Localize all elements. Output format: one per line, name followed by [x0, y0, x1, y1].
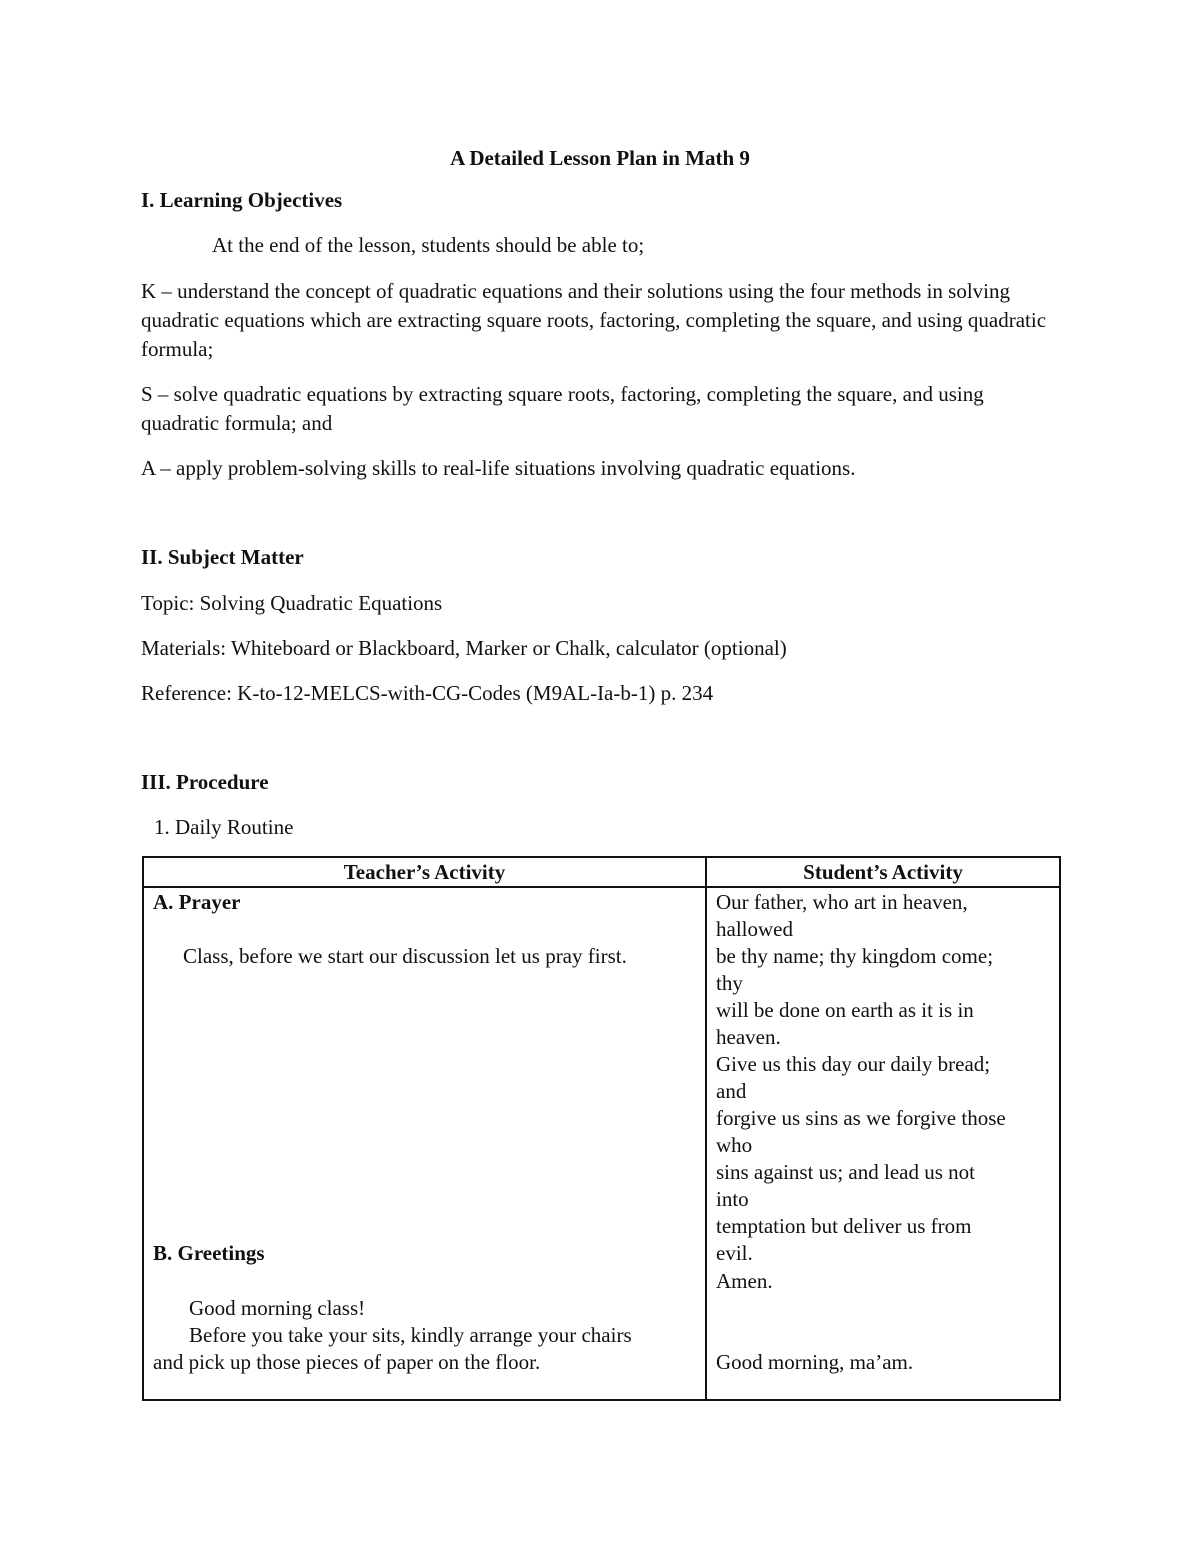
greetings-line-1: Good morning class!: [189, 1296, 366, 1320]
objective-knowledge: K – understand the concept of quadratic equations and their solutions using the four methods in solving quadratic equations which are extracting square roots, factoring, completing the square, and using quadratic formula;: [141, 279, 1047, 361]
teacher-activity-header: Teacher’s Activity: [143, 857, 706, 887]
prayer-line: will be done on earth as it is in: [716, 998, 974, 1022]
prayer-line: and: [716, 1079, 747, 1103]
prayer-line: hallowed: [716, 917, 793, 941]
prayer-line: who: [716, 1133, 753, 1157]
subject-topic: Topic: Solving Quadratic Equations: [141, 591, 443, 615]
prayer-line: forgive us sins as we forgive those: [716, 1106, 1006, 1130]
prayer-line: Amen.: [716, 1269, 773, 1293]
subject-reference: Reference: K-to-12-MELCS-with-CG-Codes (M9AL-Ia-b-1) p. 234: [141, 681, 714, 705]
prayer-line: temptation but deliver us from: [716, 1214, 972, 1238]
objectives-intro: At the end of the lesson, students should be able to;: [212, 233, 645, 257]
objective-attitude: A – apply problem-solving skills to real-life situations involving quadratic equations.: [141, 456, 856, 480]
prayer-line: Our father, who art in heaven,: [716, 890, 968, 914]
prayer-line: heaven.: [716, 1025, 781, 1049]
greetings-heading: B. Greetings: [153, 1241, 265, 1265]
greetings-line-3: and pick up those pieces of paper on the floor.: [153, 1350, 541, 1374]
prayer-instruction: Class, before we start our discussion let us pray first.: [183, 944, 627, 968]
activity-table: [142, 856, 1061, 1401]
objective-skill: S – solve quadratic equations by extracting square roots, factoring, completing the square, and using quadratic formula; and: [141, 382, 984, 435]
daily-routine-label: 1. Daily Routine: [154, 815, 294, 839]
prayer-line: be thy name; thy kingdom come;: [716, 944, 994, 968]
greetings-line-2: Before you take your sits, kindly arrange your chairs: [189, 1323, 632, 1347]
table-header-row: [143, 857, 1060, 887]
student-activity-header: Student’s Activity: [706, 857, 1060, 887]
prayer-line: evil.: [716, 1241, 753, 1265]
table-row: [143, 887, 1060, 1400]
subject-materials: Materials: Whiteboard or Blackboard, Marker or Chalk, calculator (optional): [141, 636, 787, 660]
prayer-heading: A. Prayer: [153, 890, 241, 914]
prayer-line: sins against us; and lead us not: [716, 1160, 975, 1184]
objectives-heading: I. Learning Objectives: [141, 188, 343, 212]
prayer-line: into: [716, 1187, 749, 1211]
teacher-activity-cell: [143, 887, 706, 1400]
procedure-heading: III. Procedure: [141, 770, 269, 794]
student-activity-cell: [706, 887, 1060, 1400]
document-title: A Detailed Lesson Plan in Math 9: [450, 146, 750, 170]
subject-matter-heading: II. Subject Matter: [141, 545, 304, 569]
prayer-line: Give us this day our daily bread;: [716, 1052, 991, 1076]
greeting-reply: Good morning, ma’am.: [716, 1350, 914, 1374]
prayer-line: thy: [716, 971, 743, 995]
